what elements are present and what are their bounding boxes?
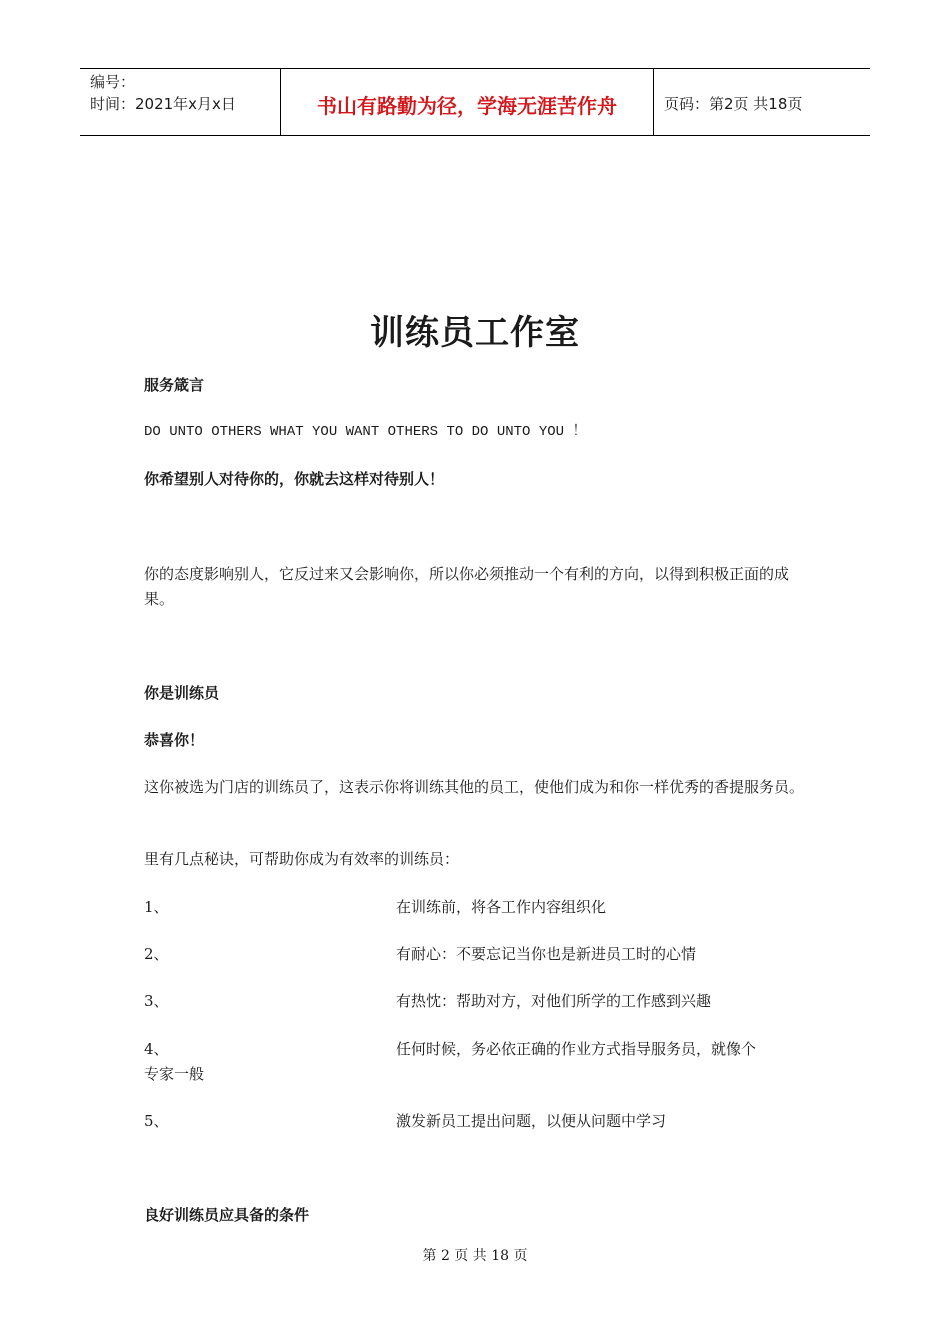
- tip-number: 2、: [144, 945, 169, 963]
- header-motto: 书山有路勤为径，学海无涯苦作舟: [281, 69, 654, 135]
- english-motto: DO UNTO OTHERS WHAT YOU WANT OTHERS TO DO UNTO YOU ！: [144, 424, 587, 440]
- header-meta-cell: [80, 69, 281, 135]
- document-title: 训练员工作室: [370, 313, 580, 353]
- attitude-paragraph: 你的态度影响别人，它反过来又会影响你，所以你必须推动一个有利的方向，以得到积极正面的成果。: [144, 565, 790, 608]
- header-page-info: 页码：第2页 共18页: [664, 94, 803, 113]
- tip-text: 激发新员工提出问题，以便从问题中学习: [396, 1112, 667, 1130]
- page-header: [80, 68, 870, 136]
- tip-text: 有热忱：帮助对方，对他们所学的工作感到兴趣: [396, 992, 712, 1010]
- trainer-heading: 你是训练员: [144, 684, 220, 702]
- chinese-motto: 你希望别人对待你的，你就去这样对待别人！: [144, 470, 445, 488]
- tip-text: 在训练前，将各工作内容组织化: [396, 898, 607, 916]
- tips-intro: 里有几点秘诀，可帮助你成为有效率的训练员：: [144, 850, 460, 868]
- header-date-label: 时间：2021年x月x日: [90, 95, 236, 113]
- tip-number: 1、: [144, 898, 169, 916]
- tip-number: 4、: [144, 1040, 169, 1058]
- tip-number: 5、: [144, 1112, 169, 1130]
- congrats-text: 恭喜你！: [144, 731, 205, 749]
- header-code-label: 编号：: [90, 73, 136, 91]
- tip-text: 有耐心：不要忘记当你也是新进员工时的心情: [396, 945, 697, 963]
- tip-number: 3、: [144, 992, 169, 1010]
- tip-continuation: 专家一般: [144, 1065, 205, 1083]
- intro-paragraph: 这你被选为门店的训练员了，这表示你将训练其他的员工，使他们成为和你一样优秀的香提服务员。: [144, 778, 805, 796]
- conditions-heading: 良好训练员应具备的条件: [144, 1206, 310, 1224]
- tip-text: 任何时候，务必依正确的作业方式指导服务员，就像个: [396, 1040, 757, 1058]
- page-footer: 第 2 页 共 18 页: [422, 1248, 528, 1264]
- service-motto-heading: 服务箴言: [144, 376, 205, 394]
